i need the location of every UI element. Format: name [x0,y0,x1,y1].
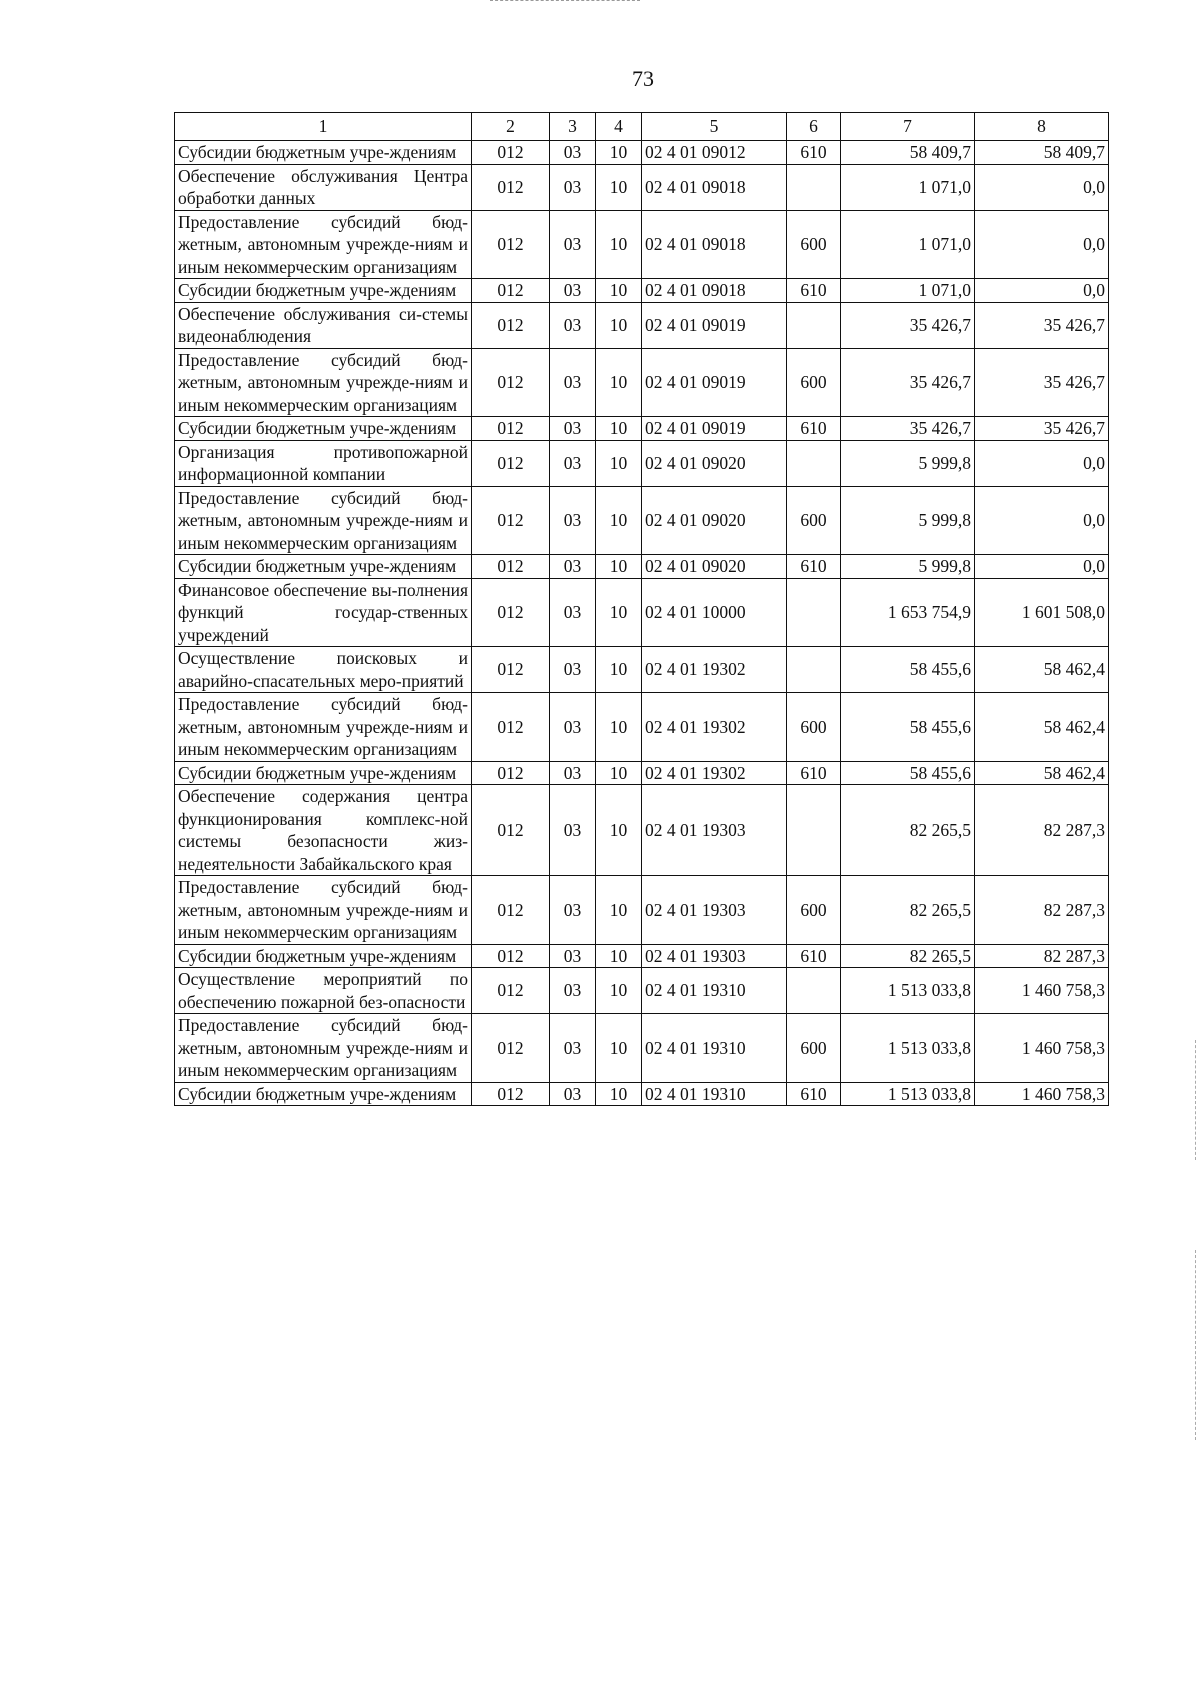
ministry-code-cell: 012 [472,647,550,693]
header-cell-5: 5 [642,113,787,141]
subsection-code-cell: 10 [596,1014,642,1083]
table-row [175,164,1109,210]
target-article-cell: 02 4 01 09018 [642,279,787,303]
table-row [175,486,1109,555]
item-name-cell: Предоставление субсидий бюд-жетным, автономным учрежде-ниям и иным некоммерческим организациям [175,876,472,945]
target-article-cell: 02 4 01 09018 [642,164,787,210]
scan-edge-mark [490,0,640,3]
section-code-cell: 03 [550,944,596,968]
item-name-cell: Обеспечение содержания центра функционирования комплекс-ной системы безопасности жиз-недеятельности Забайкальского края [175,785,472,876]
target-article-cell: 02 4 01 09020 [642,555,787,579]
table-row [175,302,1109,348]
ministry-code-cell: 012 [472,944,550,968]
subsection-code-cell: 10 [596,647,642,693]
item-name-cell: Субсидии бюджетным учре-ждениям [175,944,472,968]
item-name-cell: Субсидии бюджетным учре-ждениям [175,141,472,165]
expense-type-cell: 610 [787,1082,841,1106]
expense-type-cell: 610 [787,417,841,441]
subsection-code-cell: 10 [596,486,642,555]
target-article-cell: 02 4 01 09018 [642,210,787,279]
subsection-code-cell: 10 [596,279,642,303]
target-article-cell: 02 4 01 19310 [642,1082,787,1106]
section-code-cell: 03 [550,578,596,647]
expense-type-cell: 610 [787,944,841,968]
target-article-cell: 02 4 01 09019 [642,348,787,417]
amount-year-2-cell: 0,0 [975,210,1109,279]
amount-year-2-cell: 35 426,7 [975,302,1109,348]
expense-type-cell: 600 [787,348,841,417]
ministry-code-cell: 012 [472,486,550,555]
table-row [175,876,1109,945]
subsection-code-cell: 10 [596,555,642,579]
amount-year-2-cell: 1 460 758,3 [975,1082,1109,1106]
amount-year-1-cell: 1 653 754,9 [841,578,975,647]
item-name-cell: Организация противопожарной информационной компании [175,440,472,486]
amount-year-2-cell: 0,0 [975,440,1109,486]
section-code-cell: 03 [550,302,596,348]
table-row [175,785,1109,876]
amount-year-1-cell: 58 409,7 [841,141,975,165]
amount-year-1-cell: 5 999,8 [841,440,975,486]
ministry-code-cell: 012 [472,417,550,441]
budget-table [174,112,1109,1106]
page-number: 73 [632,66,654,91]
item-name-cell: Предоставление субсидий бюд-жетным, автономным учрежде-ниям и иным некоммерческим организациям [175,486,472,555]
header-cell-8: 8 [975,113,1109,141]
expense-type-cell [787,785,841,876]
subsection-code-cell: 10 [596,1082,642,1106]
item-name-cell: Обеспечение обслуживания си-стемы видеонаблюдения [175,302,472,348]
section-code-cell: 03 [550,141,596,165]
subsection-code-cell: 10 [596,141,642,165]
section-code-cell: 03 [550,647,596,693]
subsection-code-cell: 10 [596,693,642,762]
header-row [175,113,1109,141]
header-cell-4: 4 [596,113,642,141]
amount-year-1-cell: 82 265,5 [841,876,975,945]
ministry-code-cell: 012 [472,693,550,762]
table-row [175,348,1109,417]
section-code-cell: 03 [550,876,596,945]
amount-year-1-cell: 1 513 033,8 [841,1082,975,1106]
section-code-cell: 03 [550,1082,596,1106]
subsection-code-cell: 10 [596,578,642,647]
section-code-cell: 03 [550,279,596,303]
ministry-code-cell: 012 [472,279,550,303]
amount-year-2-cell: 58 409,7 [975,141,1109,165]
ministry-code-cell: 012 [472,555,550,579]
item-name-cell: Субсидии бюджетным учре-ждениям [175,1082,472,1106]
item-name-cell: Предоставление субсидий бюд-жетным, автономным учрежде-ниям и иным некоммерческим организациям [175,348,472,417]
expense-type-cell [787,164,841,210]
expense-type-cell: 610 [787,279,841,303]
item-name-cell: Субсидии бюджетным учре-ждениям [175,279,472,303]
ministry-code-cell: 012 [472,1082,550,1106]
header-cell-1: 1 [175,113,472,141]
item-name-cell: Субсидии бюджетным учре-ждениям [175,761,472,785]
item-name-cell: Предоставление субсидий бюд-жетным, автономным учрежде-ниям и иным некоммерческим организациям [175,1014,472,1083]
target-article-cell: 02 4 01 19310 [642,1014,787,1083]
item-name-cell: Субсидии бюджетным учре-ждениям [175,417,472,441]
header-cell-3: 3 [550,113,596,141]
table-row [175,578,1109,647]
table-row [175,968,1109,1014]
subsection-code-cell: 10 [596,164,642,210]
amount-year-2-cell: 0,0 [975,279,1109,303]
table-row [175,647,1109,693]
expense-type-cell [787,440,841,486]
ministry-code-cell: 012 [472,210,550,279]
amount-year-1-cell: 1 513 033,8 [841,968,975,1014]
expense-type-cell: 600 [787,1014,841,1083]
table-row [175,944,1109,968]
amount-year-2-cell: 35 426,7 [975,417,1109,441]
amount-year-2-cell: 82 287,3 [975,944,1109,968]
amount-year-2-cell: 1 460 758,3 [975,968,1109,1014]
section-code-cell: 03 [550,486,596,555]
target-article-cell: 02 4 01 19303 [642,785,787,876]
amount-year-2-cell: 1 601 508,0 [975,578,1109,647]
subsection-code-cell: 10 [596,968,642,1014]
amount-year-1-cell: 35 426,7 [841,302,975,348]
amount-year-2-cell: 82 287,3 [975,876,1109,945]
subsection-code-cell: 10 [596,440,642,486]
item-name-cell: Предоставление субсидий бюд-жетным, автономным учрежде-ниям и иным некоммерческим организациям [175,693,472,762]
amount-year-2-cell: 0,0 [975,164,1109,210]
table-header [175,113,1109,141]
expense-type-cell [787,302,841,348]
ministry-code-cell: 012 [472,348,550,417]
item-name-cell: Финансовое обеспечение вы-полнения функций государ-ственных учреждений [175,578,472,647]
item-name-cell: Предоставление субсидий бюд-жетным, автономным учрежде-ниям и иным некоммерческим организациям [175,210,472,279]
table-body [175,141,1109,1106]
amount-year-2-cell: 1 460 758,3 [975,1014,1109,1083]
target-article-cell: 02 4 01 09019 [642,302,787,348]
target-article-cell: 02 4 01 09020 [642,440,787,486]
target-article-cell: 02 4 01 09012 [642,141,787,165]
expense-type-cell [787,647,841,693]
table-row [175,279,1109,303]
ministry-code-cell: 012 [472,302,550,348]
target-article-cell: 02 4 01 19302 [642,647,787,693]
subsection-code-cell: 10 [596,348,642,417]
header-cell-6: 6 [787,113,841,141]
section-code-cell: 03 [550,164,596,210]
expense-type-cell: 610 [787,141,841,165]
amount-year-1-cell: 82 265,5 [841,944,975,968]
amount-year-1-cell: 5 999,8 [841,486,975,555]
header-cell-2: 2 [472,113,550,141]
target-article-cell: 02 4 01 19303 [642,944,787,968]
target-article-cell: 02 4 01 19302 [642,693,787,762]
ministry-code-cell: 012 [472,968,550,1014]
amount-year-2-cell: 35 426,7 [975,348,1109,417]
section-code-cell: 03 [550,417,596,441]
item-name-cell: Обеспечение обслуживания Центра обработки данных [175,164,472,210]
amount-year-1-cell: 35 426,7 [841,348,975,417]
table-row [175,693,1109,762]
amount-year-1-cell: 58 455,6 [841,693,975,762]
amount-year-2-cell: 0,0 [975,555,1109,579]
ministry-code-cell: 012 [472,876,550,945]
amount-year-1-cell: 82 265,5 [841,785,975,876]
target-article-cell: 02 4 01 19303 [642,876,787,945]
table-row [175,210,1109,279]
table-row [175,440,1109,486]
amount-year-1-cell: 58 455,6 [841,761,975,785]
section-code-cell: 03 [550,348,596,417]
table-row [175,1014,1109,1083]
ministry-code-cell: 012 [472,578,550,647]
ministry-code-cell: 012 [472,1014,550,1083]
expense-type-cell [787,578,841,647]
expense-type-cell: 600 [787,486,841,555]
expense-type-cell: 600 [787,876,841,945]
target-article-cell: 02 4 01 09019 [642,417,787,441]
section-code-cell: 03 [550,968,596,1014]
target-article-cell: 02 4 01 19302 [642,761,787,785]
amount-year-2-cell: 58 462,4 [975,693,1109,762]
header-cell-7: 7 [841,113,975,141]
table-row [175,417,1109,441]
expense-type-cell: 600 [787,693,841,762]
ministry-code-cell: 012 [472,440,550,486]
table-row [175,141,1109,165]
amount-year-2-cell: 58 462,4 [975,647,1109,693]
expense-type-cell: 610 [787,761,841,785]
table-row [175,1082,1109,1106]
target-article-cell: 02 4 01 09020 [642,486,787,555]
ministry-code-cell: 012 [472,761,550,785]
amount-year-1-cell: 1 071,0 [841,164,975,210]
target-article-cell: 02 4 01 10000 [642,578,787,647]
ministry-code-cell: 012 [472,164,550,210]
amount-year-1-cell: 5 999,8 [841,555,975,579]
amount-year-2-cell: 82 287,3 [975,785,1109,876]
expense-type-cell: 610 [787,555,841,579]
table-row [175,555,1109,579]
expense-type-cell [787,968,841,1014]
section-code-cell: 03 [550,1014,596,1083]
amount-year-1-cell: 35 426,7 [841,417,975,441]
subsection-code-cell: 10 [596,210,642,279]
amount-year-1-cell: 58 455,6 [841,647,975,693]
section-code-cell: 03 [550,693,596,762]
amount-year-1-cell: 1 071,0 [841,279,975,303]
expense-type-cell: 600 [787,210,841,279]
item-name-cell: Осуществление поисковых и аварийно-спасательных меро-приятий [175,647,472,693]
subsection-code-cell: 10 [596,785,642,876]
ministry-code-cell: 012 [472,141,550,165]
amount-year-2-cell: 0,0 [975,486,1109,555]
subsection-code-cell: 10 [596,302,642,348]
target-article-cell: 02 4 01 19310 [642,968,787,1014]
amount-year-2-cell: 58 462,4 [975,761,1109,785]
section-code-cell: 03 [550,555,596,579]
subsection-code-cell: 10 [596,876,642,945]
section-code-cell: 03 [550,440,596,486]
ministry-code-cell: 012 [472,785,550,876]
section-code-cell: 03 [550,210,596,279]
section-code-cell: 03 [550,785,596,876]
scan-edge-mark [1193,1250,1196,1440]
scan-edge-mark [1193,1040,1196,1160]
section-code-cell: 03 [550,761,596,785]
subsection-code-cell: 10 [596,944,642,968]
subsection-code-cell: 10 [596,761,642,785]
subsection-code-cell: 10 [596,417,642,441]
item-name-cell: Осуществление мероприятий по обеспечению пожарной без-опасности [175,968,472,1014]
item-name-cell: Субсидии бюджетным учре-ждениям [175,555,472,579]
amount-year-1-cell: 1 513 033,8 [841,1014,975,1083]
table-row [175,761,1109,785]
amount-year-1-cell: 1 071,0 [841,210,975,279]
